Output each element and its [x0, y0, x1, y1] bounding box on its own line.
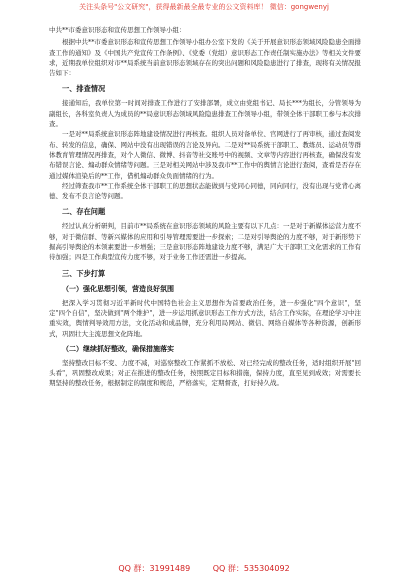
section-2-heading: 二、存在问题	[62, 207, 106, 217]
document-body	[49, 25, 361, 389]
qq-group-2: QQ 群：535304092	[212, 564, 290, 573]
section-3-subheading-2: （二）继续抓好整改，确保措施落实	[62, 344, 174, 353]
section-1-paragraph-1: 接通知后，我单位第一时间对排查工作进行了安排部署，成立由党组书记、局长***为组长，分管领导为副组长，各科室负责人为成员的**局意识形态领域风险隐患排查工作领导小组，带领全体干部职工参与本次排查。	[49, 99, 361, 129]
section-1-heading: 一、排查情况	[62, 84, 106, 94]
section-1-paragraph-2: 一是对**局系统意识形态阵地建设情况进行再核查。组织人员对备单位、官网进行了再审核，通过查阅发布、转发的信息，确保、网站中没有出现错误的言论及异向。二是对**局系统干部职工、教练员、运动员等群体教育管理情况再排查，对个人微信、微博、抖音等社交账号中的视频、文章等内容进行再核查，确保没有发布错误言论、煽动群众情绪等问题。三是对相关网站中涉及我市**工作中的舆情言论进行查阅，查看是否存在通过媒体渲染后的**工作，借机煽动群众负面情绪的行为。	[49, 130, 361, 180]
section-2-paragraph-1: 经过认真分析研判，目前市**局系统在意识形态领域的风险主要有以下几点：一是对于新媒体运营力度不够，对于微信群、等新兴媒体的应用和引导管理需要进一步探索；二是对引导舆论的力度不够，对于新形势下掘高引导舆论的本领素要进一步增强；三是意识形态阵地建设力度不够，满足广大干部职工文化需求的工作有待加强；四是工作典型宣传力度不够，对于业务工作还需进一步提高。	[49, 222, 361, 262]
section-3-subheading-1: （一）强化思想引领，营造良好氛围	[62, 284, 174, 293]
section-3-paragraph-1: 把深入学习贯彻习近平新时代中国特色社会主义思想作为首要政治任务，进一步强化"四个意识"，坚定"四个自信"，坚决做到"两个维护"，进一步运用抓意识形态工作方式方法，结合工作实际，在理论学习中注重实效，舆情判导效用方法，文化活动和成品牌，充分利用局网站、微信、网络自媒体等各种资源，创新形式，巩固壮大主流思想文化阵地。	[49, 298, 361, 338]
promo-banner: 关注头条号"公文研究"，获得最新最全最专业的公文资料库！ 微信：gongwenyj	[79, 3, 329, 11]
intro-paragraph: 根据中共**市委意识形态和宣传思想工作领导小组办公室下发的《关于开展意识形态领域风险隐患全面排查工作的通知》及《中国共产党宣传工作条例》、《党委（党组）意识形态工作责任制实施办法》等相关文件要求，近期我单位组织对市**局系统当前意识形态领域存在的突出问题和风险隐患进行了排查，现将有关情况报告如下：	[49, 38, 361, 78]
section-3-paragraph-2: 坚持整改目标不变、力度不减，对巡察整改工作紧抓不放松、对已经完成的整改任务，适时组织开展"回头看"，巩固整改成果；对正在推进的整改任务，按照既定目标和措施，保持力度，直至见到成效；对需要长期坚持的整改任务，根据制定的制度和规范，严格落实，定期督查，打好持久战。	[49, 358, 361, 388]
contact-footer	[0, 563, 408, 574]
salutation: 中共**市委意识形态和宣传思想工作领导小组：	[49, 26, 186, 34]
qq-group-1: QQ 群：31991489	[118, 564, 191, 573]
section-1-paragraph-3: 经过筛查我市**工作系统全体干部职工的思想状态能做到与党同心同德，同向同行，没有出现与党背心离德、发布不良言论等问题。	[49, 181, 361, 201]
section-3-heading: 三、下步打算	[62, 268, 106, 278]
